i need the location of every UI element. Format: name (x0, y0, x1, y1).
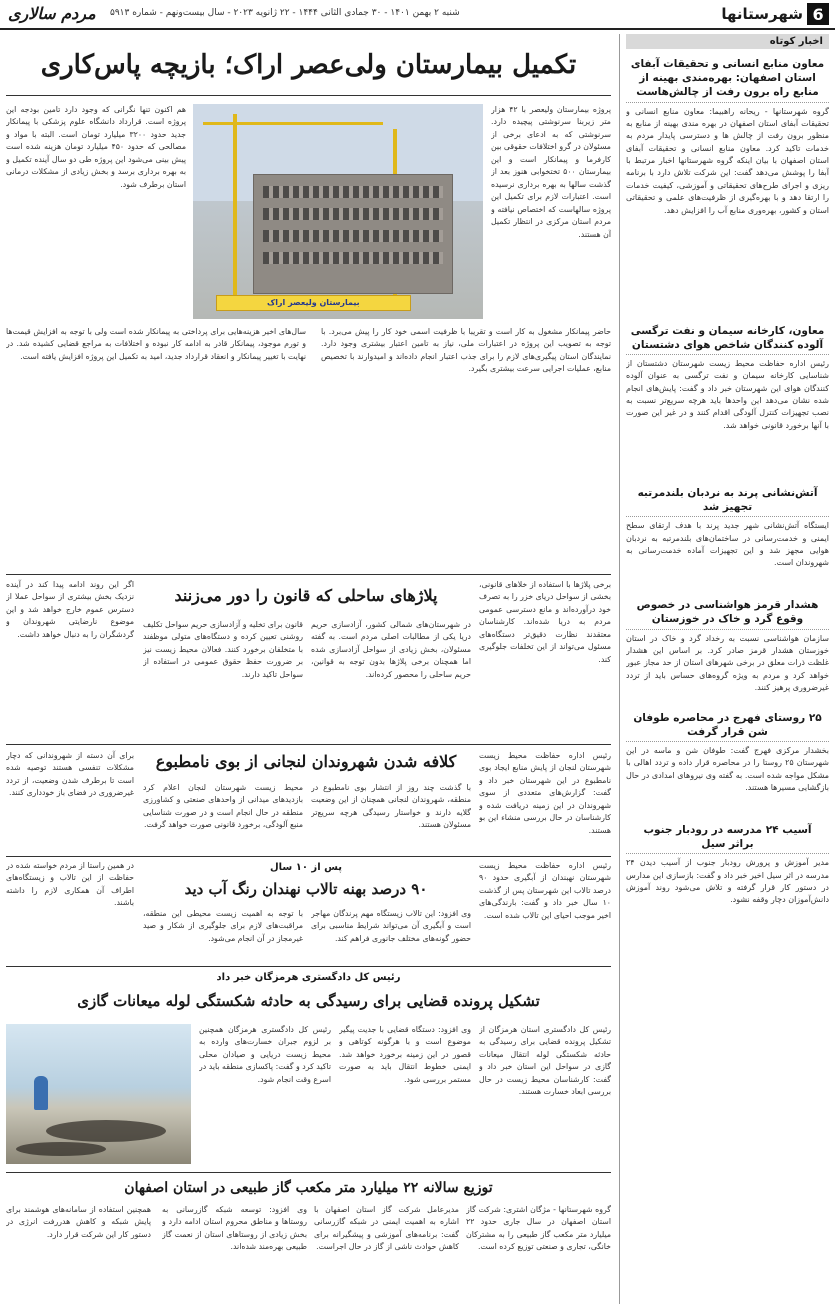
sidebar-article-title: آتش‌نشانی پرند به نردبان بلندمرتبه تجهیز شد (626, 484, 829, 517)
sidebar-article-body: ایستگاه آتش‌نشانی شهر جدید پرند با هدف ارتقای سطح ایمنی و خدمت‌رسانی در ساختمان‌های بلندمرتبه به نردبان هوایی مجهز شد و این تجهیزات آماده خدمت‌رسانی به شهروندان است. (626, 521, 829, 568)
sidebar-article-body: گروه شهرستانها - ریحانه راهبیما: معاون منابع انسانی و تحقیقات آبفای استان اصفهان در بهره مندی بهینه از منابع به منظور برون رفت از چالش ها و دسترسی پایدار مردم به خدمات تاکید کرد. معاون منابع انسانی و تحقیقات آبفای استان اصفهان با بیان اینکه گروه شهرستانها اخبار مرتبط با آبفا را پوشش می‌دهد گفت: این شرکت تلاش دارد با برنامه ریزی و اجرای طرح‌های تحقیقاتی و آموزشی، کیفیت خدمات را ارتقا دهد و با بهره‌گیری از ظرفیت‌های علمی و تحقیقاتی استان و کشور، بهره‌وری منابع آب را افزایش دهد. (626, 106, 829, 215)
section-title: شهرستانها (721, 5, 803, 23)
story-column: محیط زیست شهرستان لنجان اعلام کرد بازدیدهای میدانی از واحدهای صنعتی و کشاورزی منطقه در حال انجام است و در صورت شناسایی منبع آلودگی، برخورد قانونی صورت خواهد گرفت. (143, 783, 303, 830)
story-column: با گذشت چند روز از انتشار بوی نامطبوع در منطقه، شهروندان لنجانی همچنان از این وضعیت گلایه دارند و خواستار رسیدگی هرچه سریع‌تر مسئولان هستند. (311, 783, 471, 830)
story-headline: توزیع سالانه ۲۲ میلیارد متر مکعب گاز طبیعی در استان اصفهان (124, 1180, 493, 1196)
story-column: رئیس اداره حفاظت محیط زیست شهرستان نهبندان از آبگیری حدود ۹۰ درصد تالاب این شهرستان پس از گذشت ۱۰ سال خبر داد و گفت: بارندگی‌های اخیر موجب احیای این تالاب شده است. (479, 861, 611, 920)
divider (6, 856, 611, 857)
divider (6, 574, 611, 575)
story-column: همچنین استفاده از سامانه‌های هوشمند برای پایش شبکه و کاهش هدررفت انرژی در دستور کار این شرکت قرار دارد. (6, 1205, 151, 1239)
story-column: در همین راستا از مردم خواسته شده در حفاظت از این تالاب و زیستگاه‌های اطراف آن همکاری لازم را داشته باشند. (6, 861, 134, 908)
sidebar-article-body: سازمان هواشناسی نسبت به رخداد گرد و خاک در استان خوزستان هشدار قرمز صادر کرد. بر اساس این هشدار غلظت ذرات معلق در برخی شهرهای استان از حد مجاز عبور خواهد کرد و مردم به ویژه گروه‌های حساس باید از تردد غیرضروری پرهیز کنند. (626, 633, 829, 693)
sidebar-article (626, 484, 829, 590)
story-kicker: پس از ۱۰ سال (269, 862, 342, 873)
divider (6, 744, 611, 745)
masthead (0, 0, 835, 30)
story-column: وی افزود: دستگاه قضایی با جدیت پیگیر موضوع است و با هرگونه کوتاهی و قصور در این زمینه برخورد خواهد شد. ایمنی خطوط انتقال باید به صورت مستمر بررسی شود. (339, 1025, 471, 1084)
story-kicker: رئیس کل دادگستری هرمزگان خبر داد (216, 972, 401, 983)
lead-column: سال‌های اخیر هزینه‌هایی برای پرداختی به پیمانکار شده است ولی با توجه به افزایش قیمت‌ها و تورم موجود، پیمانکار قادر به ادامه کار نبوده و اختلافات به مراجع قضایی کشیده شد. در نهایت با تغییر پیمانکار و انعقاد قرارداد جدید، امید به تکمیل این پروژه افزایش یافته است. (6, 327, 306, 361)
lead-column: پروژه بیمارستان ولیعصر با ۴۲ هزار متر زیربنا سرنوشتی پیچیده دارد. سرنوشتی که به ادعای برخی از مسئولان در گرو اختلافات حقوقی بین کارفرما و پیمانکار است و این بیمارستان ۵۰۰ تختخوابی هنوز بعد از گذشت سالها به بهره برداری نرسیده است. اعتبارات لازم برای تکمیل این پروژه سالهاست که اختصاص نیافته و مردم استان مرکزی در انتظار تکمیل آن هستند. (491, 105, 611, 239)
story-column: با توجه به اهمیت زیست محیطی این منطقه، مراقبت‌های لازم برای جلوگیری از شکار و صید غیرمجاز در آن انجام می‌شود. (143, 909, 303, 943)
sidebar-article-title: آسیب ۲۴ مدرسه در رودبار جنوب براثر سیل (626, 821, 829, 854)
lead-column: هم اکنون تنها نگرانی که وجود دارد تامین بودجه این پروژه است. قرارداد دانشگاه علوم پزشکی با پیمانکار جدید حدود ۳۲۰۰ میلیارد تومان است. البته با مواد و مصالحی که حدود ۴۵۰ میلیارد تومان هزینه شده است پیش بینی می‌شود این پروژه طی دو سال آینده تکمیل و به بهره برداری برسد و بخش زیادی از مشکلات درمانی استان برطرف شود. (6, 105, 186, 189)
sidebar-article-body: بخشدار مرکزی فهرج گفت: طوفان شن و ماسه در این شهرستان ۲۵ روستا را در محاصره قرار داده و تردد اهالی با مشکل مواجه شده است. به گفته وی نیروهای امدادی در حال بازگشایی مسیرها هستند. (626, 745, 829, 793)
sidebar-article (626, 322, 829, 478)
sidebar-article-title: معاون منابع انسانی و تحقیقات آبفای استان اصفهان: بهره‌مندی بهینه از منابع راه برون رفت از چالش‌هاست (626, 55, 829, 103)
sidebar-article-title: ۲۵ روستای فهرج در محاصره طوفان شن قرار گرفت (626, 709, 829, 742)
story-column: قانون برای تخلیه و آزادسازی حریم سواحل تکلیف روشنی تعیین کرده و دستگاه‌های متولی موظفند با متخلفان برخورد کنند. فعالان محیط زیست نیز بر ضرورت حفظ حقوق عمومی در استفاده از سواحل تاکید دارند. (143, 620, 303, 679)
story-headline: تشکیل پرونده قضایی برای رسیدگی به حادثه شکستگی لوله میعانات گازی (77, 992, 540, 1010)
sidebar-article (626, 821, 829, 927)
story-headline: پلاژهای ساحلی که قانون را دور می‌زنند (174, 586, 438, 605)
story-column: اگر این روند ادامه پیدا کند در آینده نزدیک بخش بیشتری از سواحل عملا از دسترس عموم خارج خواهد شد و این موضوع نارضایتی شهروندان و گردشگران را به دنبال خواهد داشت. (6, 580, 134, 639)
newspaper-logo: مردم سالاری (8, 4, 96, 23)
page-number: 6 (807, 3, 829, 25)
divider (6, 966, 611, 967)
sidebar-article (626, 55, 829, 316)
story-column: رئیس کل دادگستری استان هرمزگان از تشکیل پرونده قضایی برای رسیدگی به حادثه شکستگی لوله انتقال میعانات گازی در سواحل این استان خبر داد و گفت: کارشناسان محیط زیست در حال بررسی ابعاد خسارت هستند. (479, 1025, 611, 1097)
story-column: گروه شهرستانها - مژگان اشتری: شرکت گاز استان اصفهان در سال جاری حدود ۲۲ میلیارد متر مکعب گاز طبیعی را به مشترکان خانگی، تجاری و صنعتی توزیع کرده است. (466, 1205, 611, 1252)
story-column: وی افزود: این تالاب زیستگاه مهم پرندگان مهاجر است و آبگیری آن می‌تواند شرایط مناسبی برای حضور گونه‌های مختلف جانوری فراهم کند. (311, 909, 471, 943)
lead-column: حاضر پیمانکار مشغول به کار است و تقریبا با ظرفیت اسمی خود کار را پیش می‌برد. با توجه به تصویب این پروژه در اعتبارات ملی، نیاز به تامین اعتبار بیشتری وجود دارد. نمایندگان استان پیگیری‌های لازم را برای جذب اعتبار انجام داده‌اند و امیدوارند با تخصیص منابع، عملیات اجرایی سرعت بیشتری بگیرد. (321, 327, 611, 374)
story-headline: کلافه شدن شهروندان لنجانی از بوی نامطبوع (155, 752, 457, 771)
story-column: در شهرستان‌های شمالی کشور، آزادسازی حریم دریا یکی از مطالبات اصلی مردم است. به گفته مسئولان، بخش زیادی از سواحل آزادسازی شده اما همچنان برخی پلاژها بدون توجه به قوانین، حریم ساحلی را محصور کرده‌اند. (311, 620, 471, 679)
news-sidebar (619, 34, 829, 1304)
story-column: رئیس اداره حفاظت محیط زیست شهرستان لنجان از پایش منابع ایجاد بوی نامطبوع در این شهرستان خبر داد و گفت: گزارش‌های متعددی از سوی شهروندان در این زمینه دریافت شده و کارشناسان در حال بررسی منشاء این بو هستند. (479, 751, 611, 835)
sidebar-article (626, 709, 829, 815)
hospital-photo (193, 104, 483, 319)
photo-caption: بیمارستان ولیعصر اراک (267, 298, 360, 307)
story-column: رئیس کل دادگستری هرمزگان همچنین بر لزوم جبران خسارت‌های وارده به محیط زیست دریایی و صیادان محلی تاکید کرد و گفت: پاکسازی منطقه باید در اسرع وقت انجام شود. (199, 1025, 331, 1084)
story-column: برخی پلاژها با استفاده از خلاهای قانونی، بخشی از سواحل دریای خزر را به تصرف خود درآورده‌اند و مانع دسترسی عمومی مردم به دریا شده‌اند. کارشناسان معتقدند نظارت دقیق‌تر دستگاه‌های مسئول می‌تواند از این تخلفات جلوگیری کند. (479, 580, 611, 664)
story-column: وی افزود: توسعه شبکه گازرسانی به روستاها و مناطق محروم استان ادامه دارد و بخش زیادی از روستاهای استان از نعمت گاز طبیعی بهره‌مند شده‌اند. (162, 1205, 307, 1252)
issue-info: شنبه ۲ بهمن ۱۴۰۱ - ۳۰ جمادی الثانی ۱۴۴۴ - ۲۲ ژانویه ۲۰۲۳ - سال بیست‌ونهم - شماره ۵۹۱۳ (110, 8, 460, 18)
story-headline: ۹۰ درصد بهنه تالاب نهندان رنگ آب دید (184, 880, 428, 898)
sidebar-article-title: معاون، کارخانه سیمان و نفت ترگسی آلوده کنندگان شاخص هوای دشتستان (626, 322, 829, 355)
story-column: برای آن دسته از شهروندانی که دچار مشکلات تنفسی هستند توصیه شده است تا برطرف شدن وضعیت، از تردد غیرضروری در فضای باز خودداری کنند. (6, 751, 134, 798)
lead-headline: تکمیل بیمارستان ولی‌عصر اراک؛ بازیچه پاس‌کاری (6, 34, 611, 96)
sidebar-article-body: رئیس اداره حفاظت محیط زیست شهرستان دشتستان از شناسایی کارخانه سیمان و نفت ترگسی به عنوان آلوده کنندگان هوای این شهرستان خبر داد و گفت: پایش‌های انجام شده نشان می‌دهد این واحدها باید هرچه سریع‌تر نسبت به نصب تجهیزات کنترل آلودگی اقدام کنند و در غیر این صورت با آنها برخورد قانونی خواهد شد. (626, 358, 829, 430)
sidebar-article-body: مدیر آموزش و پرورش رودبار جنوب از آسیب دیدن ۲۴ مدرسه در اثر سیل اخیر خبر داد و گفت: بازسازی این مدارس در دستور کار قرار گرفته و تلاش می‌شود روند آموزش دانش‌آموزان دچار وقفه نشود. (626, 858, 829, 905)
section-header (721, 3, 829, 25)
sidebar-article-title: هشدار قرمز هواشناسی در خصوص وقوع گرد و خاک در خوزستان (626, 596, 829, 629)
sidebar-kicker: اخبار کوتاه (626, 34, 829, 49)
story-column: مدیرعامل شرکت گاز استان اصفهان با اشاره به اهمیت ایمنی در شبکه گازرسانی گفت: برنامه‌های آموزشی و پیشگیرانه برای کاهش حوادث ناشی از گاز در حال اجراست. (314, 1205, 459, 1252)
sidebar-article (626, 596, 829, 702)
divider (6, 1172, 611, 1173)
coast-photo (6, 1024, 191, 1164)
